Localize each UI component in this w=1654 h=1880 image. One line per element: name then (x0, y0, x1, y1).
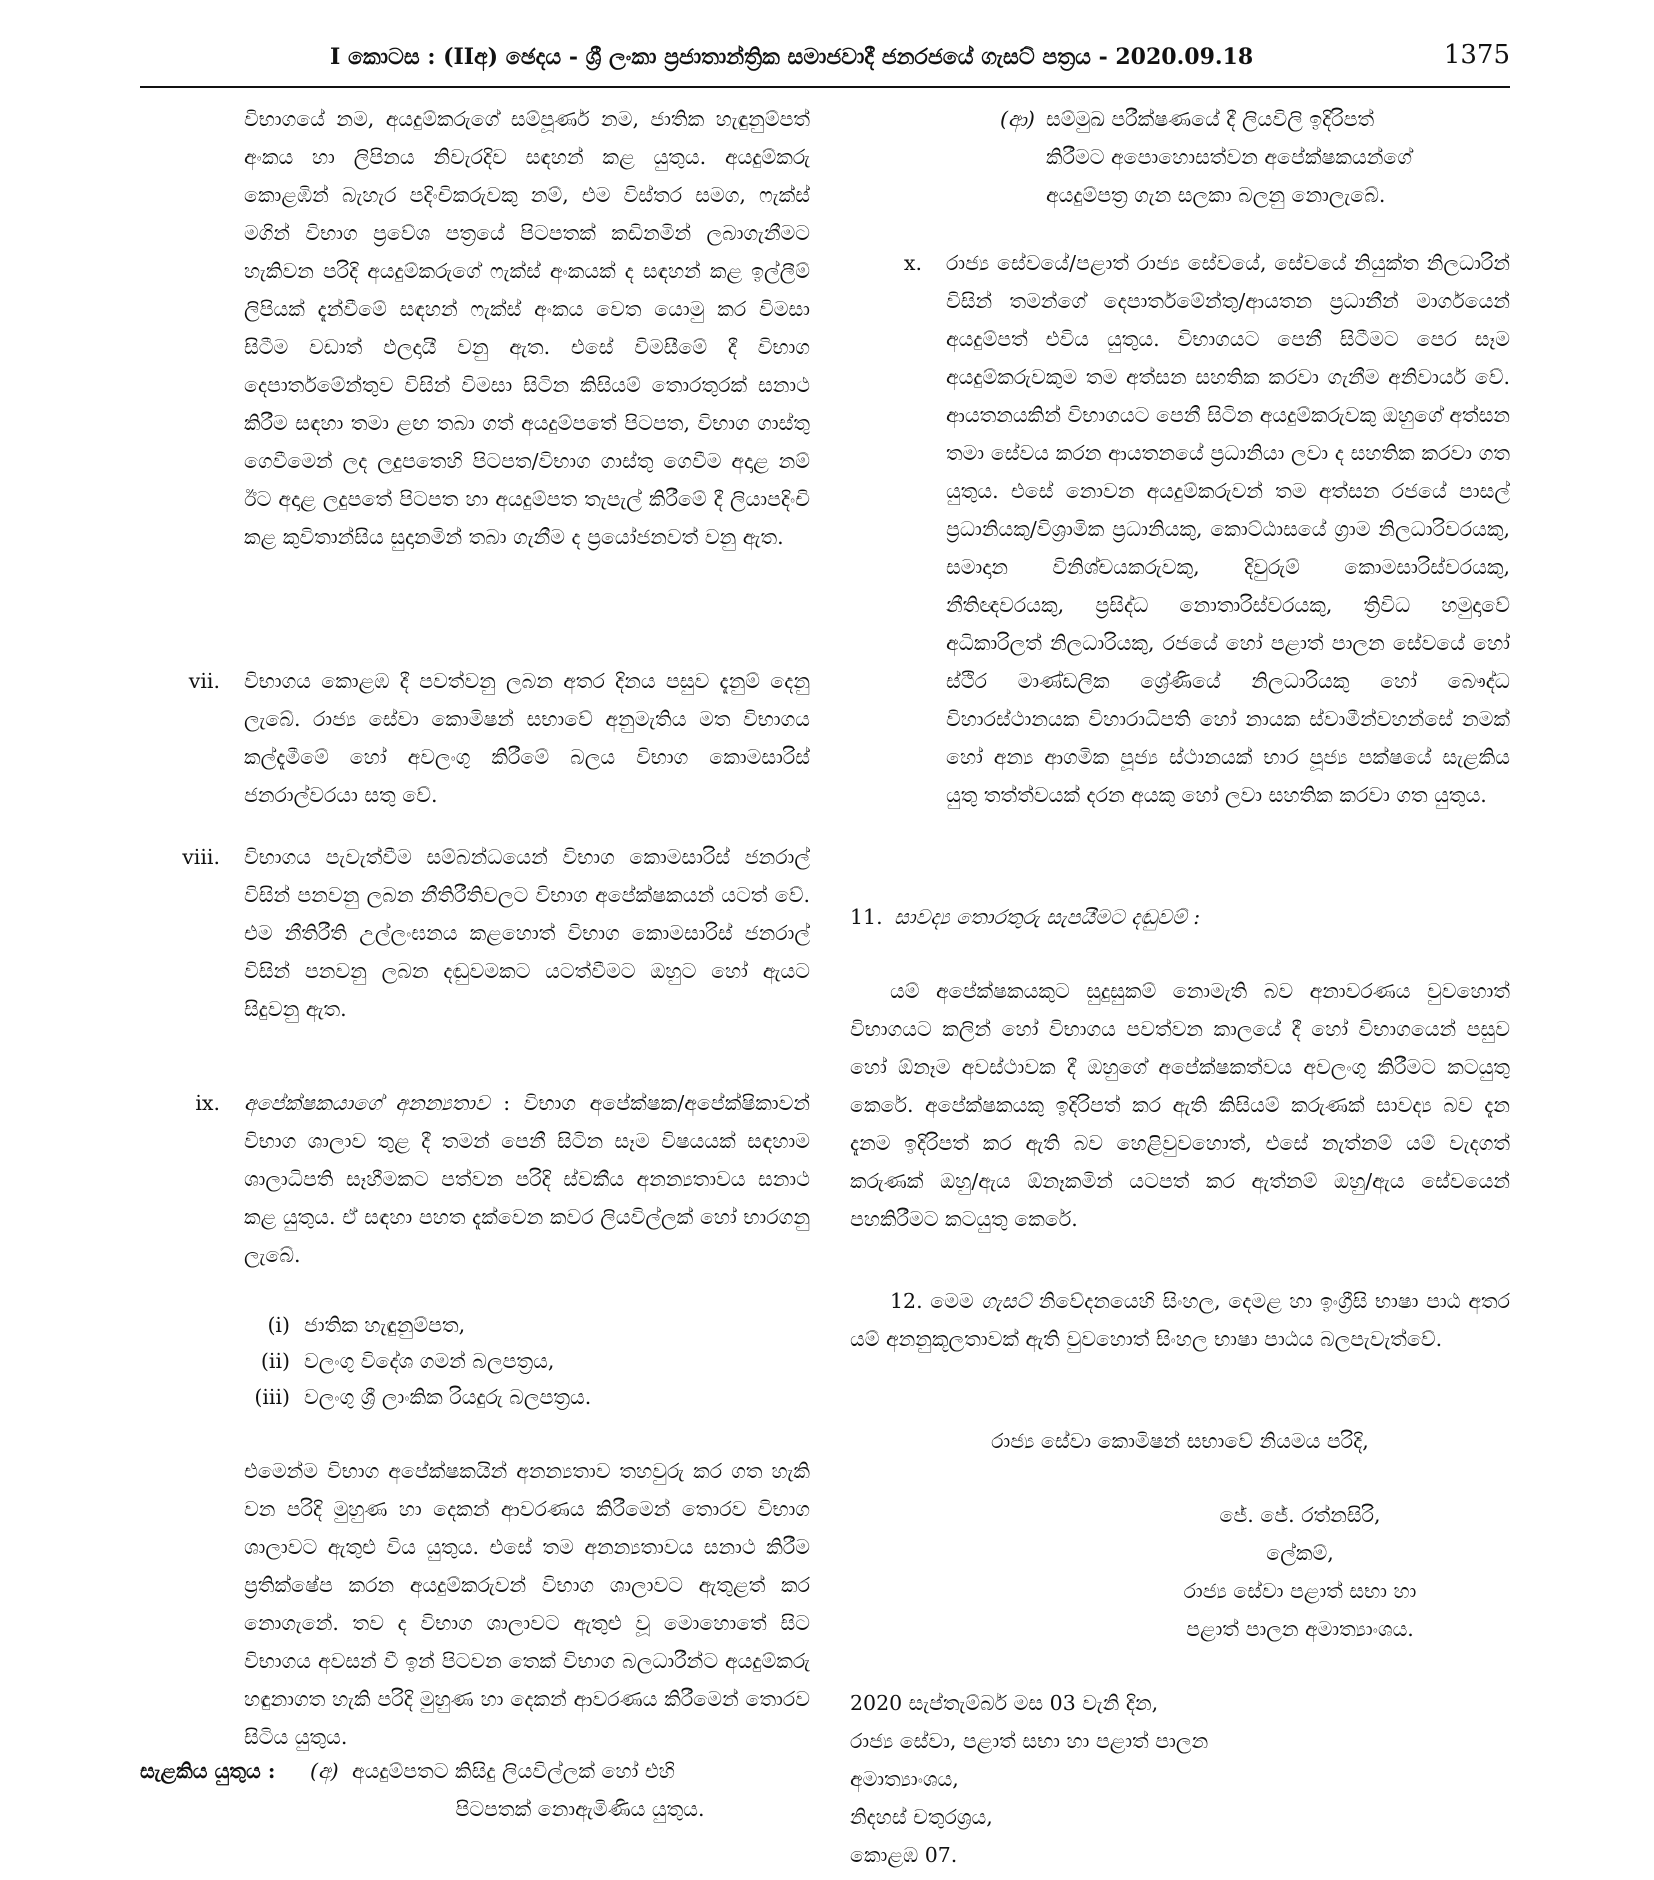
section-text-pre: මෙම (930, 1289, 982, 1313)
date-line: 2020 සැප්තැම්බර් මස 03 වැනි දින, (850, 1691, 1159, 1715)
item-number: x. (903, 251, 922, 275)
note-text: අයදුම්පත්‍ර ගැන සලකා බලනු නොලැබේ. (1046, 183, 1386, 207)
section-heading: සාවද්‍ය තොරතුරු සැපයීමට දඬුවම් : (894, 905, 1201, 929)
continued-paragraph: විභාගයේ නම, අයදුම්කරුගේ සම්පූර්ණ නම, ජාතික හැඳුනුම්පත් අංකය හා ලිපිනය නිවැරදිව සඳහන් කළ යුතුය. අයදුම්කරු කොළඹින් බැහැර පදිංචිකරුවකු නම්, එම විස්තර සමග, ෆැක්ස් මගින් විභාග ප්‍රවේශ පත්‍රයේ පිටපතක් කඩිනමින් ලබාගැනීමට හැකිවන පරිදි අයදුම්කරුගේ ෆැක්ස් අංකයක් ද සඳහන් කළ ඉල්ලීම් ලිපියක් දැන්වීමේ සඳහන් ෆැක්ස් අංකය වෙත යොමු කර විමසා සිටීම වඩාත් ඵලදායී වනු ඇත. එසේ විමසීමේ දී විභාග දෙපාර්තමේන්තුව විසින් විමසා සිටින කිසියම් තොරතුරක් සනාථ කිරීම සඳහා තමා ළඟ තබා ගත් අයදුම්පතේ පිටපත, විභාග ගාස්තු ගෙවීමෙන් ලද ලදුපතෙහි පිටපත/විභාග ගාස්තු ගෙවීම අදාළ නම් ඊට අදාළ ලදුපතේ පිටපත හා අයදුම්පත තැපැල් කිරීමේ දී ලියාපදිංචි කළ කුවිතාන්සිය සුදානමින් තබා ගැනීම ද ප්‍රයෝජනවත් වනු ඇත. (244, 107, 810, 549)
left-column (140, 100, 810, 1880)
note-marker: (ආ) (1000, 107, 1035, 131)
address-line: කොළඹ 07. (850, 1843, 958, 1867)
gazette-word: ගැසට් (981, 1289, 1032, 1313)
id-list-item (244, 1306, 465, 1344)
item-number: vii. (188, 669, 220, 693)
address-line: අමාත්‍යාංශය, (850, 1767, 959, 1791)
section-text: නිවේදනයෙහි සිංහල, දෙමළ හා ඉංග්‍රීසි භාෂා පාඨ අතර යම් අනනුකූලතාවක් ඇති වුවහොත් සිංහල භාෂා පාඨය බලපැවැත්වේ. (850, 1289, 1510, 1351)
note-text: සම්මුඛ පරීක්ෂණයේ දී ලියවිලි ඉදිරිපත් (1046, 107, 1375, 131)
address-line: නිදහස් චතුරශ්‍රය, (850, 1805, 993, 1829)
note-text: අයදුම්පතට කිසිදු ලියවිල්ලක් හෝ එහි (352, 1759, 675, 1783)
signatory-org: රාජ්‍ය සේවා පළාත් සභා හා (1183, 1579, 1417, 1603)
order-line: රාජ්‍ය සේවා කොමිෂන් සභාවේ නියමය පරිදි, (991, 1429, 1369, 1453)
id-list-item (244, 1378, 591, 1416)
note-text: කිරීමට අපොහොසත්වන අපේක්ෂකයන්ගේ (1046, 145, 1413, 169)
right-column (850, 100, 1510, 1880)
list-text: වලංගු විදේශ ගමන් බලපත්‍රය, (304, 1349, 555, 1373)
header-rule (140, 86, 1510, 88)
item-text: රාජ්‍ය සේවයේ/පළාත් රාජ්‍ය සේවයේ, සේවයේ නියුක්ත නිලධාරින් විසින් තමන්ගේ දෙපාර්තමේන්තු/ආයතන ප්‍රධානීන් මාර්ගයෙන් අයදුම්පත් එවිය යුතුය. විභාගයට පෙනී සිටීමට පෙර සෑම අයදුම්කරුවකුම තම අත්සන සහතික කරවා ගැනීම අනිවාර්ය වේ. ආයතනයකින් විභාගයට පෙනී සිටින අයදුම්කරුවකු ඔහුගේ අත්සන තමා සේවය කරන ආයතනයේ ප්‍රධානියා ලවා ද සහතික කරවා ගත යුතුය. එසේ නොවන අයදුම්කරුවන් තම අත්සන රජයේ පාසල් ප්‍රධානියකු/විශ්‍රාමික ප්‍රධානියකු, කොට්ඨාසයේ ග්‍රාම නිලධාරිවරයකු, සමාදාන විනිශ්චයකරුවකු, දිවුරුම් කොමසාරිස්වරයකු, නීතිඥවරයකු, ප්‍රසිද්ධ නොතාරිස්වරයකු, ත්‍රිවිධ හමුදාවේ අධිකාරිලත් නිලධාරියකු, රජයේ හෝ පළාත් පාලන සේවයේ හෝ ස්ථිර මාණ්ඩලික ශ්‍රේණියේ නිලධාරියකු හෝ බෞද්ධ විහාරස්ථානයක විහාරාධිපති හෝ නායක ස්වාමීන්වහන්සේ නමක් හෝ අන්‍ය ආගමික පූජ්‍ය ස්ථානයක් භාර පූජ්‍ය පක්ෂයේ සැළකිය යුතු තත්ත්වයක් දරන අයකු හෝ ලවා සහතික කරවා ගත යුතුය. (946, 251, 1510, 807)
list-text: ජාතික හැඳුනුම්පත, (304, 1313, 466, 1337)
identity-paragraph: එමෙන්ම විභාග අපේක්ෂකයින් අනන්‍යතාව තහවුරු කර ගත හැකි වන පරිදි මුහුණ හා දෙකන් ආවරණය කිරීමෙන් තොරව විභාග ශාලාවට ඇතුළු විය යුතුය. එසේ තම අනන්‍යතාවය සනාථ කිරීම ප්‍රතික්ෂේප කරන අයදුම්කරුවන් විභාග ශාලාවට ඇතුළත් කර නොගැනේ. තව ද විභාග ශාලාවට ඇතුළු වූ මොහොතේ සිට විභාගය අවසන් වී ඉන් පිටවන තෙක් විභාග බලධාරීන්ට අයදුම්කරු හඳුනාගත හැකි පරිදි මුහුණ හා දෙකන් ආවරණය කිරීමෙන් තොරව සිටිය යුතුය. (244, 1459, 810, 1749)
id-list-item (244, 1342, 554, 1380)
section-number: 11. (850, 905, 883, 929)
signatory-org: පළාත් පාලන අමාත්‍යාංශය. (1186, 1617, 1414, 1641)
item-text: විභාගය කොළඹ දී පවත්වනු ලබන අතර දිනය පසුව දැනුම් දෙනු ලැබේ. රාජ්‍ය සේවා කොමිෂන් සභාවේ අනුමැතිය මත විභාගය කල්දැමීමේ හෝ අවලංගු කිරීමේ බලය විභාග කොමසාරිස් ජනරාල්වරයා සතු වේ. (244, 669, 810, 807)
list-text: වලංගු ශ්‍රී ලාංකික රියදුරු බලපත්‍රය. (304, 1385, 592, 1409)
address-line: රාජ්‍ය සේවා, පළාත් සභා හා පළාත් පාලන (850, 1729, 1209, 1753)
list-marker: (ii) (260, 1349, 290, 1373)
gazette-header-title: I කොටස : (IIඅ) ඡෙදය - ශ්‍රී ලංකා ප්‍රජාතාන්ත්‍රික සමාජවාදී ජනරජයේ ගැසට් පත්‍රය - 2020.09.18 (330, 44, 1254, 70)
page-number: 1375 (1443, 40, 1510, 70)
note-label: සැළකිය යුතුය : (140, 1759, 276, 1783)
item-heading: අපේක්ෂකයාගේ අනන්‍යතාව (244, 1091, 490, 1115)
section-11-text: යම් අපේක්ෂකයකුට සුදුසුකම් නොමැති බව අනාවරණය වුවහොත් විභාගයට කලින් හෝ විභාගය පවත්වන කාලයේ දී හෝ විභාගයෙන් පසුව හෝ ඕනෑම අවස්ථාවක දී ඔහුගේ අපේක්ෂකත්වය අවලංගු කිරීමට කටයුතු කෙරේ. අපේක්ෂකයකු ඉදිරිපත් කර ඇති කිසියම් කරුණක් සාවද්‍ය බව දැන දැනම ඉදිරිපත් කර ඇති බව හෙළිවුවහොත්, එසේ නැත්නම් යම් වැදගත් කරුණක් ඔහු/ඇය ඕනෑකමින් යටපත් කර ඇත්නම් ඔහු/ඇය සේවයෙන් පහකිරීමට කටයුතු කෙරේ. (850, 979, 1510, 1231)
note-marker: (අ) (310, 1759, 339, 1783)
item-text (244, 1084, 810, 1274)
item-body: : විභාග අපේක්ෂක/අපේක්ෂිකාවන් විභාග ශාලාව තුළ දී තමන් පෙනී සිටින සෑම විෂයයක් සඳහාම ශාලාධිපති සෑහීමකට පත්වන පරිදි ස්වකීය අනන්‍යතාවය සනාථ කළ යුතුය. ඒ සඳහා පහත දැක්වෙන කවර ලියවිල්ලක් හෝ භාරගනු ලැබේ. (244, 1091, 810, 1267)
item-number: viii. (182, 845, 220, 869)
list-marker: (i) (267, 1313, 290, 1337)
list-marker: (iii) (254, 1385, 290, 1409)
section-number: 12. (890, 1289, 923, 1313)
item-text: විභාගය පැවැත්වීම සම්බන්ධයෙන් විභාග කොමසාරිස් ජනරාල් විසින් පනවනු ලබන නීතිරීතිවලට විභාග අපේක්ෂකයන් යටත් වේ. එම නීතිරීති උල්ලංඝනය කළහොත් විභාග කොමසාරිස් ජනරාල් විසින් පනවනු ලබන දඬුවමකට යටත්වීමට ඔහුට හෝ ඇයට සිදුවනු ඇත. (244, 845, 810, 1021)
section-12-text (850, 1282, 1510, 1358)
signatory-title: ලේකම්, (1266, 1541, 1334, 1565)
item-number: ix. (195, 1091, 220, 1115)
page-header (140, 40, 1510, 88)
note-text-cont: පිටපතක් නොඇමිණිය යුතුය. (455, 1797, 705, 1821)
signatory-name: ජේ. ජේ. රත්නසිරි, (1219, 1503, 1381, 1527)
